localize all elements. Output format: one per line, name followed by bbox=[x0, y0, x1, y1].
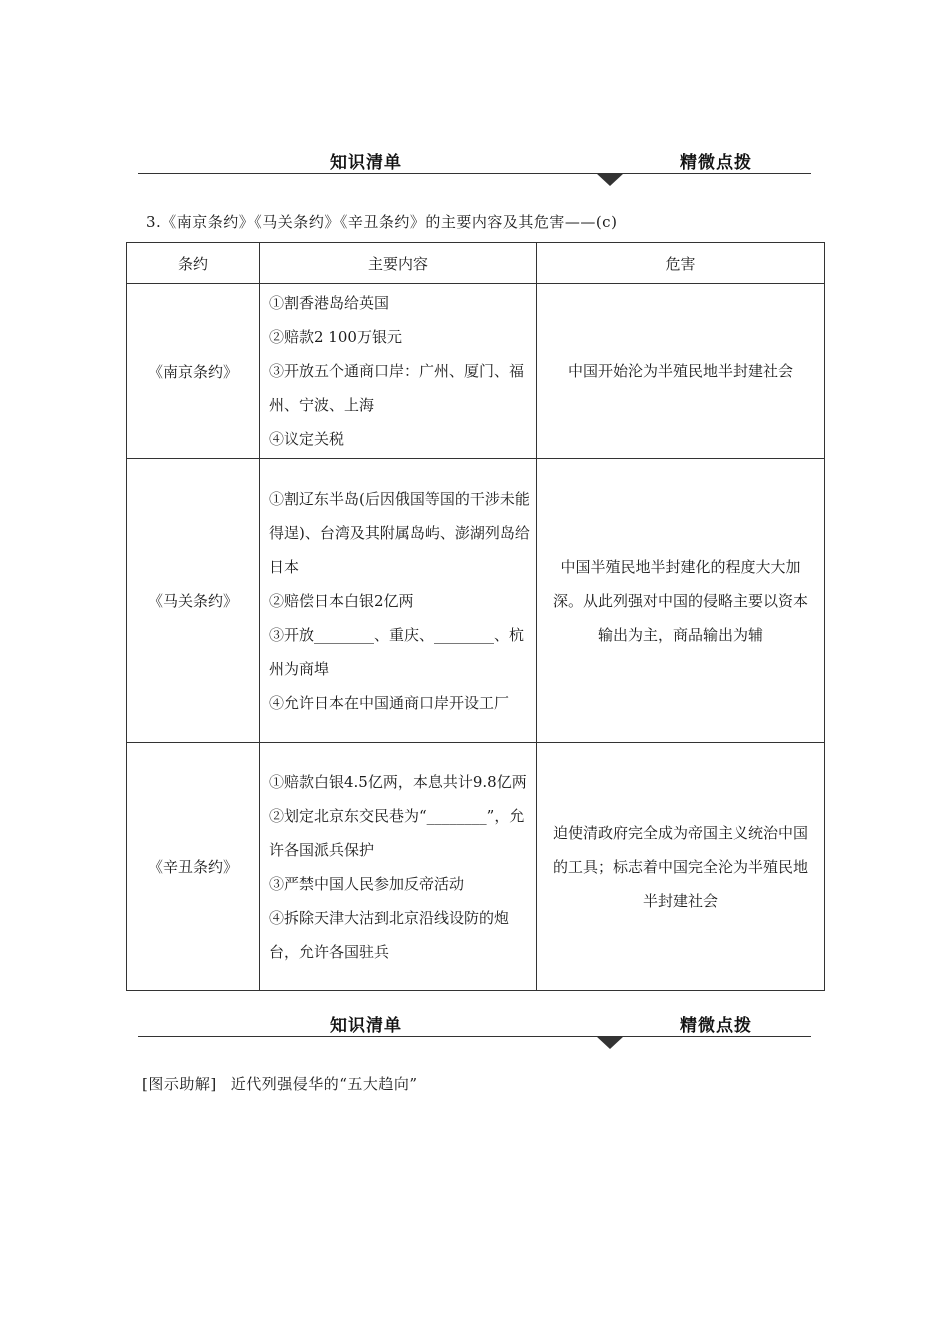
content-item: ②划定北京东交民巷为“________”，允许各国派兵保护 bbox=[269, 806, 525, 859]
treaty-name: 《辛丑条约》 bbox=[127, 743, 260, 991]
diagram-note bbox=[142, 1073, 418, 1094]
note-bracket-label: [图示助解] bbox=[142, 1075, 217, 1093]
treaty-content bbox=[260, 459, 537, 743]
content-item: ③开放五个通商口岸：广州、厦门、福州、宁波、上海 bbox=[269, 362, 525, 414]
note-text: 近代列强侵华的“五大趋向” bbox=[230, 1075, 418, 1093]
header-content: 主要内容 bbox=[260, 243, 537, 284]
section-heading: 3.《南京条约》《马关条约》《辛丑条约》的主要内容及其危害——(c) bbox=[146, 213, 618, 231]
banner-divider bbox=[138, 173, 811, 174]
table-header-row bbox=[127, 243, 825, 284]
triangle-down-icon bbox=[596, 1036, 624, 1049]
banner-label-knowledge: 知识清单 bbox=[330, 1016, 402, 1036]
content-item: ②赔偿日本白银2亿两 bbox=[269, 591, 414, 610]
banner-label-knowledge: 知识清单 bbox=[330, 153, 402, 173]
content-item: ③严禁中国人民参加反帝活动 bbox=[269, 874, 465, 893]
header-harm: 危害 bbox=[537, 243, 825, 284]
table-row bbox=[127, 284, 825, 459]
section-banner-bottom bbox=[138, 1011, 811, 1041]
content-item: ④拆除天津大沽到北京沿线设防的炮台，允许各国驻兵 bbox=[269, 908, 510, 961]
content-item: ③开放________、重庆、________、杭州为商埠 bbox=[269, 625, 525, 678]
table-row bbox=[127, 459, 825, 743]
triangle-down-icon bbox=[596, 173, 624, 186]
treaty-name: 《马关条约》 bbox=[127, 459, 260, 743]
treaty-harm: 中国半殖民地半封建化的程度大大加深。从此列强对中国的侵略主要以资本输出为主，商品输出为辅 bbox=[537, 459, 825, 743]
treaty-content bbox=[260, 743, 537, 991]
treaty-harm: 中国开始沦为半殖民地半封建社会 bbox=[537, 284, 825, 459]
table-row bbox=[127, 743, 825, 991]
treaty-table bbox=[126, 242, 825, 991]
section-banner-top bbox=[138, 148, 811, 178]
banner-divider bbox=[138, 1036, 811, 1037]
treaty-content bbox=[260, 284, 537, 459]
content-item: ④允许日本在中国通商口岸开设工厂 bbox=[269, 693, 510, 712]
content-item: ①割辽东半岛(后因俄国等国的干涉未能得逞)、台湾及其附属岛屿、澎湖列岛给日本 bbox=[269, 489, 530, 576]
content-item: ①赔款白银4.5亿两，本息共计9.8亿两 bbox=[269, 772, 527, 791]
banner-label-tips: 精微点拨 bbox=[680, 153, 752, 173]
banner-label-tips: 精微点拨 bbox=[680, 1016, 752, 1036]
content-item: ①割香港岛给英国 bbox=[269, 294, 390, 312]
content-item: ②赔款2 100万银元 bbox=[269, 328, 402, 346]
treaty-name: 《南京条约》 bbox=[127, 284, 260, 459]
header-treaty: 条约 bbox=[127, 243, 260, 284]
treaty-harm: 迫使清政府完全成为帝国主义统治中国的工具；标志着中国完全沦为半殖民地半封建社会 bbox=[537, 743, 825, 991]
content-item: ④议定关税 bbox=[269, 430, 345, 448]
